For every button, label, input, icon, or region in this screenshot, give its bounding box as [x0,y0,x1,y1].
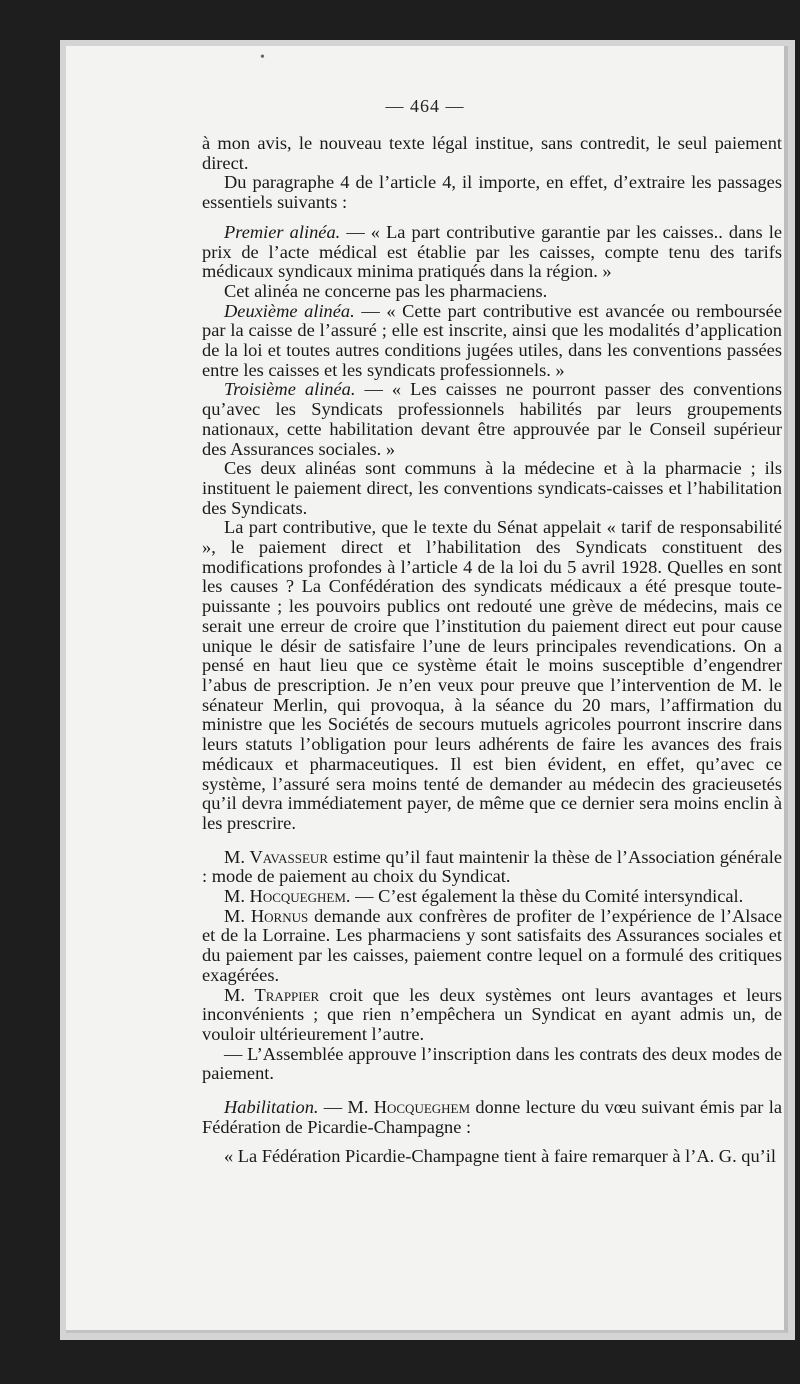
paragraph-lead: Troisième alinéa. [224,379,356,400]
speaker-name: M. Hornus [224,905,309,926]
paragraph: Habilitation. — M. Hocqueghem donne lecture du vœu suivant émis par la Fédération de Picardie-Champagne : [202,1097,782,1137]
page-number: — 464 — [385,96,465,116]
document-page: • — 464 — à mon avis, le nouveau texte légal institue, sans contredit, le seul paiement direct. Du paragraphe 4 de l’article 4, il importe, en effet, d’extraire les passages essentiels suivants : Premier alinéa. — « La part contributive garantie par les caisses.. dans le prix de l’acte médical est établie par les caisses, compte tenu des tarifs médicaux syndicaux minima pratiqués dans la région. » Cet alinéa ne concerne pas les pharmaciens. Deuxième alinéa. — « Cette part contributive est avancée ou remboursée par la caisse de l’assuré ; elle est inscrite, ainsi que les modalités d’application de la loi et toutes autres conditions jugées utiles, dans les conventions passées entre les caisses et les syndicats professionnels. » Troisième alinéa. — « Les caisses ne pourront passer des conventions qu’avec les Syndicats professionnels habilités par leurs groupements nationaux, cette habilitation devant être approuvée par le Conseil supérieur des Assurances sociales. » Ces deux alinéas sont communs à la médecine et à la pharmacie ; ils instituent le paiement direct, les conventions syndicats-caisses et l’habilitation des Syndicats. La part contributive, que le texte du Sénat appelait « tarif de responsabilité », le paiement direct et l’habilitation des Syndicats constituent des modifications profondes à l’article 4 de la loi du 5 avril 1928. Quelles en sont les causes ? La Confédération des syndicats médicaux a été presque toute-puissante ; les pouvoirs publics ont redouté une grève de médecins, mais ce serait une erreur de croire que l’institution du paiement direct eut pour cause unique le désir de satisfaire l’une de leurs principales revendications. On a pensé en haut lieu que ce système était le moins susceptible d’engendrer l’abus de prescription. Je n’en veux pour preuve que l’intervention de M. le sénateur Merlin, qui provoqua, à la séance du 20 mars, l’affirmation du ministre que les Sociétés de secours mutuels agricoles pourront inscrire dans leurs statuts l’obligation pour leurs adhérents de faire les avances des frais médicaux et pharmaceutiques. Il est bien évident, en effet, qu’avec ce système, l’assuré sera moins tenté de demander au médecin des gracieusetés qu’il devra immédiatement payer, de même que ce dernier sera moins enclin à les prescrire. M. Vavasseur estime qu’il faut maintenir la thèse de l’Association générale : mode de paiement au choix du Syndicat. M. Hocqueghem. — C’est également la thèse du Comité intersyndical. M. Hornus demande aux confrères de profiter de l’expérience de l’Alsace et de la Lorraine. Les pharmaciens y sont satisfaits des Assurances sociales et du paiement par les caisses, paiement contre lequel on a formulé des critiques exagérées. M. Trappier croit que les deux systèmes ont leurs avantages et leurs inconvénients ; que rien n’empêchera un Syndicat en ayant admis un, de vouloir ultérieurement l’autre. — L’Assemblée approuve l’inscription dans les contrats des deux modes de paiement. Habilitation. — M. Hocqueghem donne lecture du vœu suivant émis par la Fédération de Picardie-Champagne : « La Fédération Picardie-Champagne tient à faire remarquer à l’A. G. qu’il [66,46,788,1333]
paragraph: Du paragraphe 4 de l’article 4, il importe, en effet, d’extraire les passages essentiels suivants : [202,172,782,213]
paragraph-lead: Premier alinéa. [224,221,341,242]
speaker-name: M. Hocqueghem. [224,886,351,907]
paragraph: à mon avis, le nouveau texte légal institue, sans contredit, le seul paiement direct. [202,133,782,173]
paragraph: Premier alinéa. — « La part contributive garantie par les caisses.. dans le prix de l’acte médical est établie par les caisses, compte tenu des tarifs médicaux syndicaux minima pratiqués dans la région. » [202,221,782,282]
paragraph: M. Vavasseur estime qu’il faut maintenir la thèse de l’Association générale : mode de paiement au choix du Syndicat. [202,846,782,887]
paragraph-lead: Deuxième alinéa. [224,300,355,321]
paragraph: M. Hornus demande aux confrères de profiter de l’expérience de l’Alsace et de la Lorraine. Les pharmaciens y sont satisfaits des Assurances sociales et du paiement par les caisses, paiement contre lequel on a formulé des critiques exagérées. [202,905,782,985]
paragraph: M. Trappier croit que les deux systèmes ont leurs avantages et leurs inconvénients ; que rien n’empêchera un Syndicat en ayant admis un, de vouloir ultérieurement l’autre. [202,984,782,1044]
paragraph: Troisième alinéa. — « Les caisses ne pourront passer des conventions qu’avec les Syndicats professionnels habilités par leurs groupements nationaux, cette habilitation devant être approuvée par le Conseil supérieur des Assurances sociales. » [202,379,782,459]
paragraph: La part contributive, que le texte du Sénat appelait « tarif de responsabilité », le paiement direct et l’habilitation des Syndicats constituent des modifications profondes à l’article 4 de la loi du 5 avril 1928. Quelles en sont les causes ? La Confédération des syndicats médicaux a été presque toute-puissante ; les pouvoirs publics ont redouté une grève de médecins, mais ce serait une erreur de croire que l’institution du paiement direct eut pour cause unique le désir de satisfaire l’une de leurs principales revendications. On a pensé en haut lieu que ce système était le moins susceptible d’engendrer l’abus de prescription. Je n’en veux pour preuve que l’intervention de M. le sénateur Merlin, qui provoqua, à la séance du 20 mars, l’affirmation du ministre que les Sociétés de secours mutuels agricoles pourront inscrire dans leurs statuts l’obligation pour leurs adhérents de faire les avances des frais médicaux et pharmaceutiques. Il est bien évident, en effet, qu’avec ce système, l’assuré sera moins tenté de demander au médecin des gracieusetés qu’il devra immédiatement payer, de même que ce dernier sera moins enclin à les prescrire. [202,517,782,833]
speaker-name: M. Trappier [224,984,320,1005]
paragraph: Deuxième alinéa. — « Cette part contributive est avancée ou remboursée par la caisse de l’assuré ; elle est inscrite, ainsi que les modalités d’application de la loi et toutes autres conditions jugées utiles, dans les conventions passées entre les caisses et les syndicats professionnels. » [202,300,782,380]
paragraph: « La Fédération Picardie-Champagne tient à faire remarquer à l’A. G. qu’il [224,1146,777,1167]
paragraph: Cet alinéa ne concerne pas les pharmaciens. [224,280,548,301]
body-text [202,134,782,1167]
speaker-name: M. Vavasseur [224,846,328,867]
paragraph-lead: Habilitation. [224,1097,319,1118]
paragraph: Ces deux alinéas sont communs à la médecine et à la pharmacie ; ils instituent le paiement direct, les conventions syndicats-caisses et l’habilitation des Syndicats. [202,458,782,518]
speaker-name: Hocqueghem [373,1097,471,1118]
paragraph: M. Hocqueghem. — C’est également la thèse du Comité intersyndical. [224,886,744,907]
paragraph: — L’Assemblée approuve l’inscription dans les contrats des deux modes de paiement. [202,1043,782,1084]
